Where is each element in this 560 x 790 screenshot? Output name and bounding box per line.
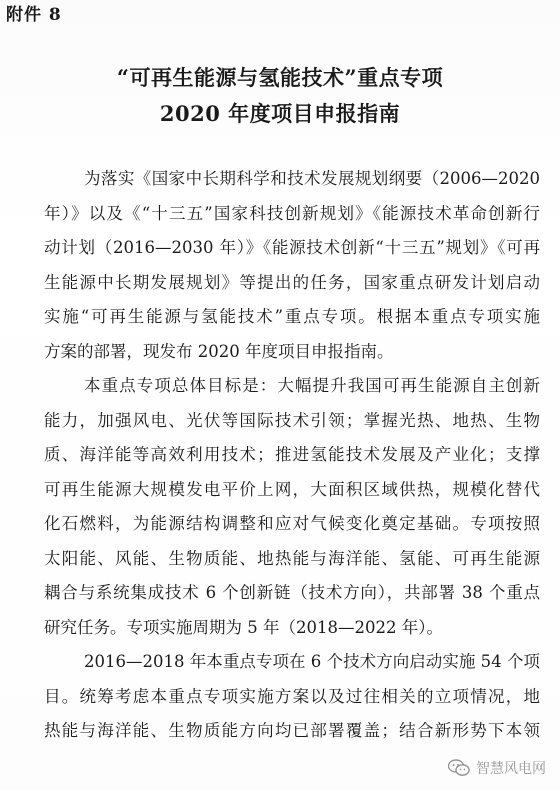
paragraph-line: 可再生能源大规模发电平价上网，大面积区域供热，规模化替代 bbox=[44, 479, 540, 499]
paragraph-line: 实施“可再生能源与氢能技术”重点专项。根据本重点专项实施 bbox=[44, 307, 540, 326]
watermark-text: 智慧风电网 bbox=[476, 761, 546, 777]
watermark bbox=[448, 758, 546, 778]
paragraph-line: 研究任务。专项实施周期为 5 年（2018—2022 年）。 bbox=[44, 617, 443, 637]
paragraph-line: 2016—2018 年本重点专项在 6 个技术方向启动实施 54 个项 bbox=[84, 652, 540, 671]
paragraph-line: 动计划（2016—2030 年）》《能源技术创新“十三五”规划》《可再 bbox=[44, 238, 540, 257]
paragraph-line: 质、海洋能等高效利用技术；推进氢能技术发展及产业化；支撑 bbox=[44, 445, 540, 464]
paragraph-line: 耦合与系统集成技术 6 个创新链（技术方向），共部署 38 个重点 bbox=[44, 583, 540, 602]
attachment-label: 附件 8 bbox=[6, 5, 62, 25]
paragraph-line: 生能源中长期发展规划》等提出的任务，国家重点研发计划启动 bbox=[44, 272, 540, 292]
paragraph-line: 太阳能、风能、生物质能、地热能与海洋能、氢能、可再生能源 bbox=[44, 548, 540, 568]
paragraph-2 bbox=[44, 369, 540, 645]
paragraph-line: 为落实《国家中长期科学和技术发展规划纲要（2006—2020 bbox=[84, 169, 540, 188]
wechat-icon bbox=[448, 759, 470, 777]
paragraph-1 bbox=[44, 162, 540, 369]
paragraph-line: 目。统筹考虑本重点专项实施方案以及过往相关的立项情况，地 bbox=[44, 686, 540, 706]
paragraph-line: 年）》以及《“十三五”国家科技创新规划》《能源技术革命创新行 bbox=[44, 203, 540, 223]
paragraph-3 bbox=[44, 645, 540, 749]
paragraph-line: 本重点专项总体目标是：大幅提升我国可再生能源自主创新 bbox=[84, 376, 540, 395]
paragraph-line: 化石燃料，为能源结构调整和应对气候变化奠定基础。专项按照 bbox=[44, 514, 540, 533]
document-title-line1: “可再生能源与氢能技术”重点专项 bbox=[116, 65, 444, 90]
paragraph-line: 方案的部署，现发布 2020 年度项目申报指南。 bbox=[44, 341, 394, 361]
document-title-line2: 2020 年度项目申报指南 bbox=[159, 101, 401, 126]
paragraph-line: 热能与海洋能、生物质能方向均已部署覆盖；结合新形势下本领 bbox=[44, 721, 540, 740]
paragraph-line: 能力，加强风电、光伏等国际技术引领；掌握光热、地热、生物 bbox=[44, 410, 540, 430]
